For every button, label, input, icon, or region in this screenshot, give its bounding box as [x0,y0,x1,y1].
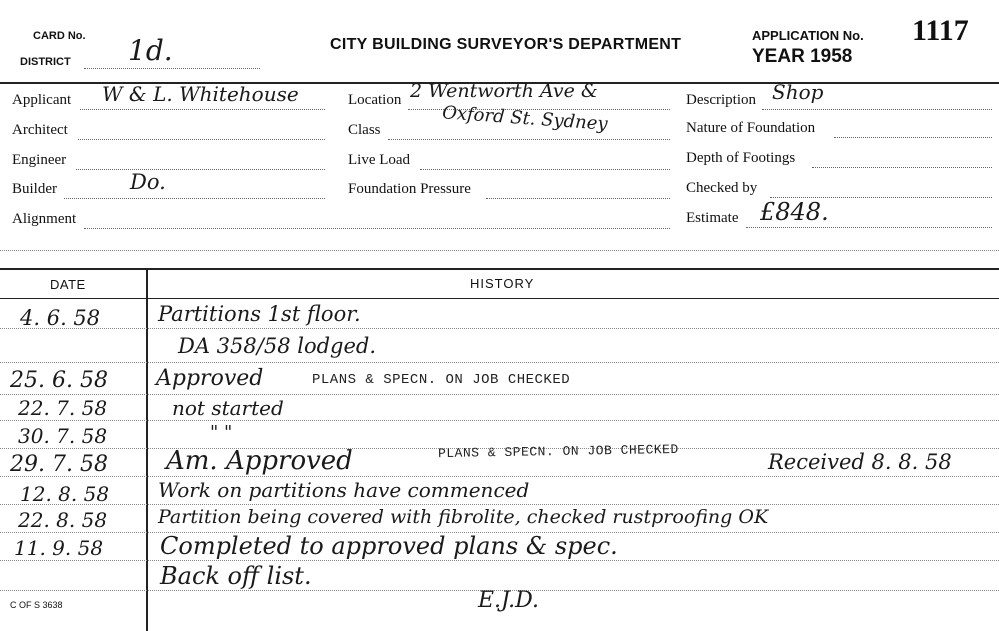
district-line [84,68,260,69]
alignment-line [84,228,670,229]
location-label: Location [348,92,402,108]
history-date: 30. 7. 58 [18,424,108,448]
history-top-rule [0,268,999,270]
history-entry: " " [210,422,233,443]
live-load-line [420,169,670,170]
nature-of-foundation-line [834,137,992,138]
history-entry: not started [172,396,284,420]
history-date: 11. 9. 58 [14,536,104,560]
history-entry: Completed to approved plans & spec. [160,532,618,560]
estimate-label: Estimate [686,210,739,226]
history-entry: Am. Approved [166,446,353,476]
applicant-value: W & L. Whitehouse [102,82,299,106]
history-date: 22. 7. 58 [18,396,108,420]
department-title: CITY BUILDING SURVEYOR'S DEPARTMENT [330,36,682,53]
ruled-line [0,560,999,561]
estimate-line [746,227,992,228]
history-date: 4. 6. 58 [20,306,101,330]
description-label: Description [686,92,756,108]
description-value: Shop [772,80,824,104]
depth-of-footings-label: Depth of Footings [686,150,796,166]
foundation-pressure-line [486,198,670,199]
history-entry: Partitions 1st floor. [158,302,361,326]
live-load-label: Live Load [348,152,411,168]
builder-value: Do. [130,170,166,194]
history-date: 29. 7. 58 [10,452,108,477]
applicant-line [80,109,325,110]
card-no-label: CARD No. [33,30,86,42]
description-line [762,109,992,110]
history-column-header: HISTORY [470,276,535,291]
architect-label: Architect [12,122,68,138]
location-value-line2: Oxford St. Sydney [441,102,609,135]
received-note: Received 8. 8. 58 [768,450,952,474]
ruled-line [0,420,999,421]
history-entry: Partition being covered with fibrolite, checked rustproofing OK [158,506,769,528]
plans-checked-stamp: PLANS & SPECN. ON JOB CHECKED [312,372,571,388]
alignment-label: Alignment [12,211,77,227]
year-label: YEAR 1958 [752,46,853,67]
history-date: 25. 6. 58 [10,368,108,393]
inspector-initials: E.J.D. [478,588,540,613]
class-label: Class [348,122,381,138]
architect-line [78,139,325,140]
nature-of-foundation-label: Nature of Foundation [686,120,816,136]
builder-label: Builder [12,181,57,197]
district-label: DISTRICT [20,56,71,68]
ruled-line [0,362,999,363]
ruled-line [0,504,999,505]
location-value: 2 Wentworth Ave & [410,80,598,102]
engineer-line [76,169,325,170]
history-date: 22. 8. 58 [18,508,108,532]
application-number: 1117 [912,14,969,47]
form-code: C OF S 3638 [10,600,63,610]
ruled-line [0,328,999,329]
estimate-value: £848. [760,198,829,226]
application-no-label: APPLICATION No. [752,28,864,43]
checked-by-label: Checked by [686,180,758,196]
date-column-divider [146,268,148,631]
date-column-header: DATE [50,277,86,292]
class-line [388,139,670,140]
engineer-label: Engineer [12,152,67,168]
history-entry: DA 358/58 lodged. [178,334,377,358]
plans-checked-stamp: PLANS & SPECN. ON JOB CHECKED [437,441,679,462]
foundation-pressure-label: Foundation Pressure [348,181,471,197]
fields-bottom-rule [0,250,999,251]
history-header-rule [0,298,999,299]
history-entry: Work on partitions have commenced [158,478,530,502]
history-entry: Approved [156,366,264,391]
history-entry: Back off list. [160,562,312,590]
district-value: 1d. [128,34,173,67]
ruled-line [0,476,999,477]
depth-of-footings-line [812,167,992,168]
history-date: 12. 8. 58 [20,482,110,506]
builder-line [64,198,325,199]
ruled-line [0,394,999,395]
applicant-label: Applicant [12,92,72,108]
